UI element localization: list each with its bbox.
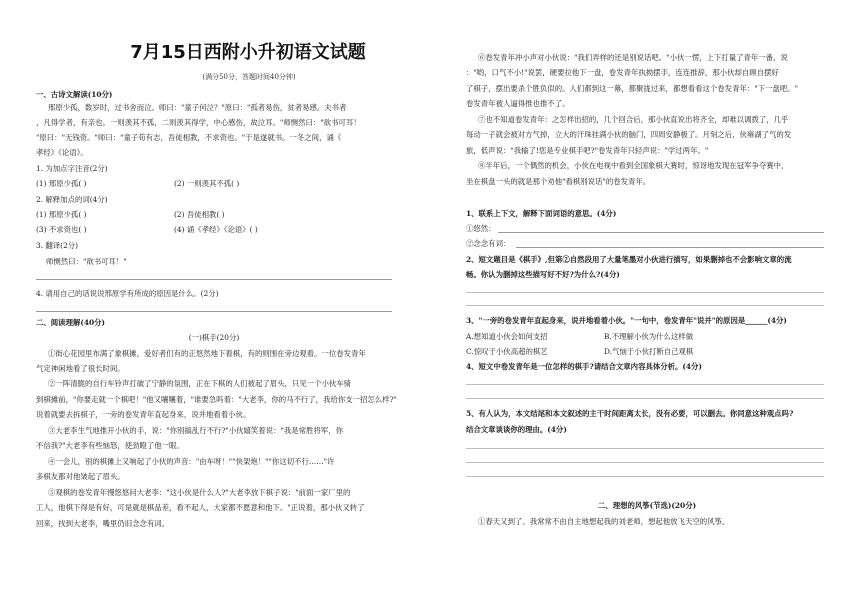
passage-line: 气定神闲地看了很长时间。 xyxy=(36,364,125,373)
passage-line: 工人，他棋下得是有好，可是就是棋品差，看不起人，大家都不愿意和他下。"正说着，那小伙又转了 xyxy=(36,503,365,512)
answer-line xyxy=(466,462,824,463)
passage-line: ⑤观棋的卷发青年慢悠悠问大老李："这小伙是什么人?"大老李放下棋子说："前面一家厂里的 xyxy=(48,488,351,497)
passage-line: ⑥卷发青年冲小声对小伙说："我们弄样的还是别说话吧。"小伙一愣，上下打量了青年一番，说 xyxy=(478,53,788,62)
question-5: 结合文章谈谈你的理由。(4分) xyxy=(466,425,567,434)
passage-line: 邢原少孤，数岁时，过书舍而泣。师曰："童子何泣？"原曰："孤者易伤，贫者易感。夫书者 xyxy=(48,103,347,112)
passage-line: 不信我?"大老李有些恼怒，使劲瞪了他一眼。 xyxy=(36,441,184,450)
passage-line: 到棋摊前，"你要走就一个棋吧！"他又嚷嚷着，"谁要急吗着："大老李，你的马不行了，我给你支一招怎么样?" xyxy=(36,395,397,404)
question-2: 畅。你认为删掉这些描写好不好?为什么?(4分) xyxy=(466,270,620,279)
passage-line: ①春天又到了。我常常不由自主地想起我的刘老师，想起他放飞天空的风筝。 xyxy=(478,517,730,526)
option-b: B.不理解小伙为什么这样做 xyxy=(604,332,694,341)
answer-line xyxy=(466,476,824,477)
answer-line xyxy=(466,384,824,385)
passage-line: 多棋友都对他皱起了眉头。 xyxy=(36,472,125,481)
right-column xyxy=(466,0,828,608)
option-a: A.想知道小伙会如何支招 xyxy=(466,332,548,341)
left-column xyxy=(34,0,397,608)
option-d: D.气恼于小伙打断自己观棋 xyxy=(604,347,694,356)
passage-line: 说着就要去拆棋子，一旁的卷发青年直起身来，说并地看着小伙。 xyxy=(36,410,251,419)
passage-line: ④一会儿，别的棋摊上又响起了小伙的声音："由车呀！""快架炮！""你这切不行……"许 xyxy=(48,457,335,466)
question-1: 1. 为加点字注音(2分) xyxy=(36,164,108,173)
answer-line xyxy=(498,232,824,233)
passage-line: 了棋子，摆出要杀个胜负似的。人们都到这一幕，都聚拢过来，都想看看这个卷发青年："下一盘吧。" xyxy=(466,84,798,93)
section1-heading: 一、古诗文解读(10分) xyxy=(36,90,113,99)
question-2a: (1) 邢原少孤( ) xyxy=(36,210,87,219)
passage-line: "原曰："无钱资。"师曰："童子苟有志，吾徒相教，不求资也。"于是遂就书。一冬之间，诵《 xyxy=(36,133,342,142)
passage-line: 旅，低声说："我输了!您是专业棋手吧?"卷发青年只轻声说："学过两年。" xyxy=(466,146,709,155)
question-3: 3. 翻译(2分) xyxy=(36,241,79,250)
passage-line: ："哟，口气不小!"说罢，硬要拉他下一盘，卷发青年执拗摆手，连连推辞，那小伙却自顾自摆好 xyxy=(466,68,779,77)
question-2b: (2) 吾徒相教( ) xyxy=(174,210,225,219)
question-1a: (1) 邢原少孤( ) xyxy=(36,179,87,188)
answer-line xyxy=(466,292,824,293)
section3-heading: 二、理想的风筝(节选)(20分) xyxy=(597,501,697,510)
section2-heading: 二、阅读理解(40分) xyxy=(36,318,106,327)
passage-line: ①街心花园里布满了象棋摊，爱好者们有的正悠然地下着棋，有的则围在旁边观看。一位卷发青年 xyxy=(48,349,366,358)
passage-line: 孝经》《论语》。 xyxy=(36,148,88,157)
question-3: 3、"一旁的卷发青年直起身来，说并地看着小伙。"一句中，卷发青年"说并"的原因是______(4分) xyxy=(466,316,787,325)
passage-line: ②一阵清脆的自行车铃声打破了宁静的氛围，正在下棋的人们被起了眉头，只见一个小伙车骑 xyxy=(48,379,352,388)
page-title: 7月15日西附小升初语文试题 xyxy=(130,42,366,63)
question-2: 2. 解释加点的词(4分) xyxy=(36,195,108,204)
question-2d: (4) 诵《孝经》《论语》( ) xyxy=(174,225,258,234)
answer-line xyxy=(36,311,392,312)
answer-line xyxy=(466,448,824,449)
answer-line xyxy=(466,305,824,306)
passage-line: 卷发青年被人逼得推也推不了。 xyxy=(466,99,570,108)
question-4: 4、短文中卷发青年是一位怎样的棋手?请结合文章内容具体分析。(4分) xyxy=(466,362,702,371)
question-4: 4. 请用自己的话说说邢原学有所成的原因是什么。(2分) xyxy=(36,289,219,298)
passage-line: ③大老李生气地推开小伙的手，说："你别搞乱行不行?"小伙嬉笑着说："我是常胜将军，你 xyxy=(48,426,344,435)
passage-line: 每动一子就会被对方气掉，立大的汗珠挂满小伙的脑门，四周安静极了。月刻之后，伙雍湖了气的发 xyxy=(466,130,792,139)
passage-line: ，凡得学者，有亲也。一则羡其不孤，二则羡其得学，中心感伤，故泣耳。"师恻然曰："欲书可耳！ xyxy=(36,118,361,127)
answer-line xyxy=(36,279,392,280)
passage-line: 回来，找到大老李，嘴里仍旧念念有词。 xyxy=(36,519,170,528)
question-2: 2、短文题目是《棋手》,但第②自然段用了大量笔墨对小伙进行描写，如果删掉也不会影响文章的流 xyxy=(466,255,792,264)
answer-line xyxy=(516,247,824,248)
question-3-text: 师恻然曰："欲书可耳！" xyxy=(46,257,127,266)
question-5: 5、有人认为，本文结尾和本文叙述的主干时间距离太长，没有必要，可以删去。你同意这种观点吗? xyxy=(466,409,794,418)
reading-title: (一)棋手(20分) xyxy=(188,333,240,342)
question-2c: (3) 不求资也( ) xyxy=(36,225,87,234)
passage-line: ⑧半年后，一个偶然的机会，小伙在电视中看到全国象棋大赛时，惊讶地发现在冠军争夺赛中， xyxy=(478,161,789,170)
passage-line: 坐在棋盘一头的就是那个劝他"看棋别说话"的卷发青年。 xyxy=(466,177,651,186)
question-1b: ②念念有词： xyxy=(466,239,511,248)
exam-subtitle: (满分50分，答题时间40分钟) xyxy=(202,73,296,81)
passage-line: ⑦也不知道卷发青年：之怎样出招的，几个回合后，那小伙直说出将齐全，却难以调拨了，几乎 xyxy=(478,115,789,124)
question-1a: ①悠然： xyxy=(466,224,496,233)
option-c: C.惊叹于小伙高超的棋艺 xyxy=(466,347,548,356)
answer-line xyxy=(466,398,824,399)
question-1: 1、联系上下文，解释下面词语的意思。(4分) xyxy=(466,209,617,218)
question-1b: (2) 一则羡其不孤( ) xyxy=(174,179,240,188)
